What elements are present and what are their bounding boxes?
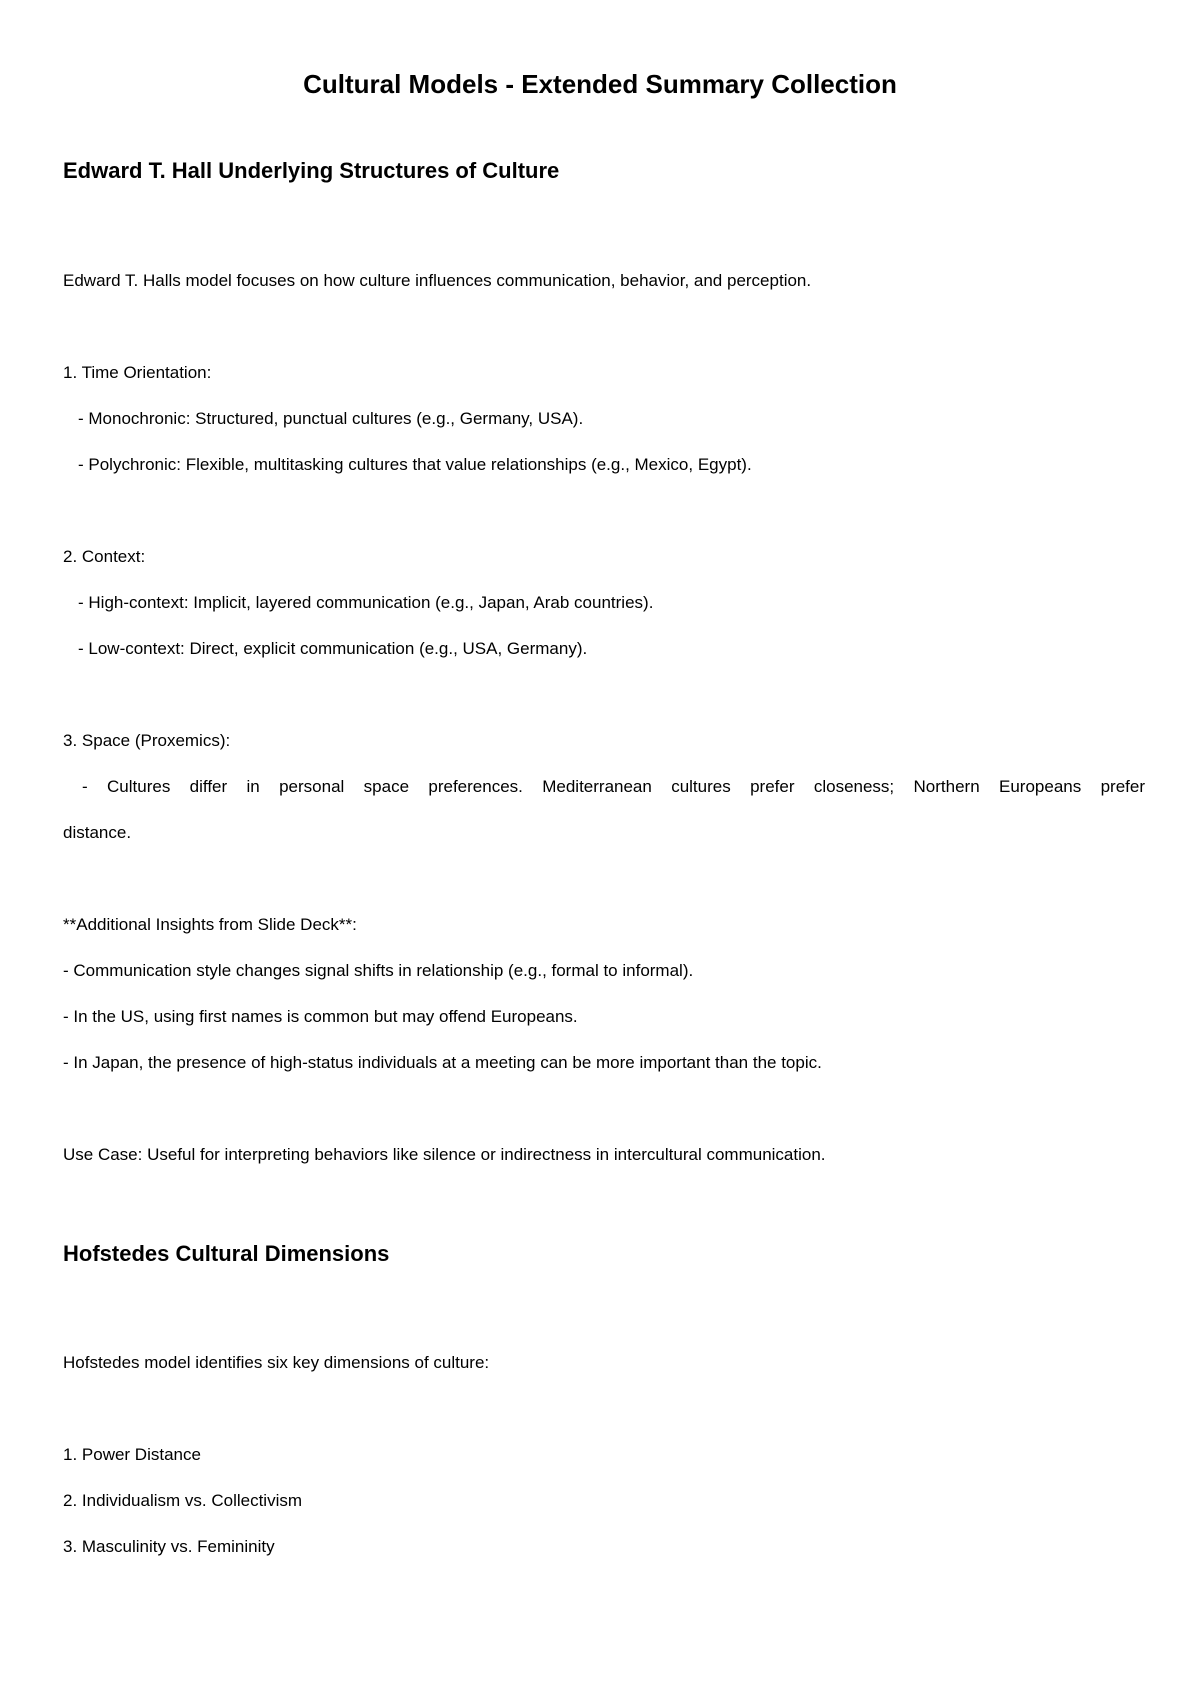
context-heading: 2. Context: — [63, 547, 146, 566]
context-high: - High-context: Implicit, layered communication (e.g., Japan, Arab countries). — [78, 593, 654, 612]
hofstede-item: 3. Masculinity vs. Femininity — [63, 1537, 275, 1556]
hall-intro: Edward T. Halls model focuses on how culture influences communication, behavior, and perception. — [63, 271, 812, 290]
insight-item-2: - In the US, using first names is common but may offend Europeans. — [63, 1007, 578, 1026]
time-monochronic: - Monochronic: Structured, punctual cultures (e.g., Germany, USA). — [78, 409, 584, 428]
space-description-line2: distance. — [63, 823, 132, 842]
use-case: Use Case: Useful for interpreting behaviors like silence or indirectness in intercultural communication. — [63, 1145, 826, 1164]
time-orientation-heading: 1. Time Orientation: — [63, 363, 212, 382]
hofstede-intro: Hofstedes model identifies six key dimensions of culture: — [63, 1353, 490, 1372]
space-heading: 3. Space (Proxemics): — [63, 731, 231, 750]
space-description-line1: - Cultures differ in personal space preferences. Mediterranean cultures prefer closeness; Northern Europeans prefer — [82, 777, 1145, 796]
section-heading-hofstede: Hofstedes Cultural Dimensions — [63, 1241, 390, 1266]
document-title: Cultural Models - Extended Summary Collection — [303, 69, 897, 99]
insight-item-3: - In Japan, the presence of high-status individuals at a meeting can be more important than the topic. — [63, 1053, 822, 1072]
hofstede-item: 2. Individualism vs. Collectivism — [63, 1491, 303, 1510]
insight-item-1: - Communication style changes signal shifts in relationship (e.g., formal to informal). — [63, 961, 694, 980]
section-heading-hall: Edward T. Hall Underlying Structures of Culture — [63, 158, 560, 183]
context-low: - Low-context: Direct, explicit communication (e.g., USA, Germany). — [78, 639, 588, 658]
hofstede-item: 1. Power Distance — [63, 1445, 201, 1464]
insights-heading: **Additional Insights from Slide Deck**: — [63, 915, 357, 934]
time-polychronic: - Polychronic: Flexible, multitasking cultures that value relationships (e.g., Mexico, Egypt). — [78, 455, 752, 474]
